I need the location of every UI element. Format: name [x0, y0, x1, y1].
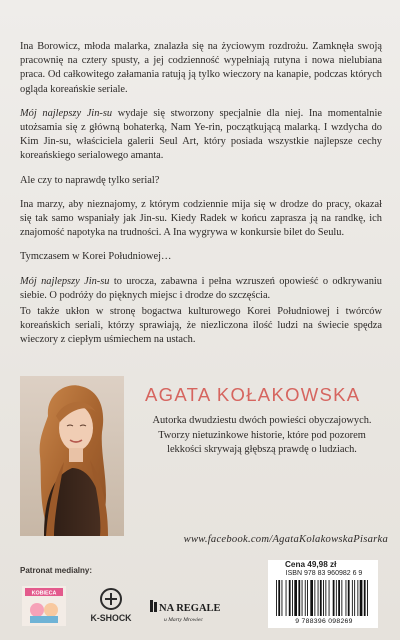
description-text: wydaje się stworzony specjalnie dla niej. Ina momentalnie utożsamia się z główną bohaterką, Nam Ye-rin, początkującą malarką. I wzdycha do Kim Jin-su, właściciela galerii Seul Art, który posiada wszystkie najlepsze cechy koreańskiego serialowego amanta.: [20, 107, 383, 162]
author-name: AGATA KOŁAKOWSKA: [145, 384, 361, 405]
description-paragraph: Tymczasem w Korei Południowej…: [20, 251, 172, 263]
kshock-logo: [88, 586, 134, 626]
barcode-bar: [325, 580, 326, 616]
barcode-bar: [318, 580, 319, 616]
barcode-bar: [305, 580, 306, 616]
barcode-bar: [278, 580, 280, 616]
kobieca-logo: [22, 586, 66, 626]
barcode-bar: [329, 580, 330, 616]
barcode-bar: [286, 580, 287, 616]
barcode-bar: [333, 580, 335, 616]
description-paragraph: To także ukłon w stronę bogactwa kulturowego Korei Południowej i twórców koreańskich seriali, którzy sprawiają, że niezliczona ilość ludzi na świecie spędza wieczory z ciepłym uśmiechem na ustach.: [20, 306, 382, 346]
author-bio-text: Autorka dwudziestu dwóch powieści obyczajowych. Tworzy nietuzinkowe historie, które pod pozorem lekkości skrywają głębszą prawdę o ludziach.: [152, 415, 372, 455]
barcode-bar: [357, 580, 358, 616]
barcode-bar: [314, 580, 315, 616]
barcode-bar: [360, 580, 363, 616]
barcode-bar: [354, 580, 355, 616]
naregale-logo-subtext: u Marty Mrowiec: [164, 617, 203, 623]
naregale-logo-text: NA REGALE: [159, 603, 221, 614]
barcode-bar: [336, 580, 337, 616]
isbn-number: ISBN 978 83 960982 6 9: [285, 570, 363, 577]
barcode-bar: [364, 580, 366, 616]
description-question: Ale czy to naprawdę tylko serial?: [20, 174, 160, 186]
barcode-bar: [341, 580, 342, 616]
barcode-bar: [307, 580, 308, 616]
naregale-logo: [150, 592, 230, 626]
media-patronage-label: Patronat medialny:: [20, 566, 93, 575]
kshock-logo-text: K-SHOCK: [90, 613, 132, 623]
barcode-bar: [338, 580, 340, 616]
barcode-bar: [302, 580, 303, 616]
description-text: to urocza, zabawna i pełna wzruszeń opowieść o odkrywaniu siebie. O podróży do pięknych miejsc i drodze do szczęścia.: [20, 275, 382, 301]
barcode-bar: [282, 580, 283, 616]
description-paragraph: Ina Borowicz, młoda malarka, znalazła się na życiowym rozdrożu. Zamknęła swoją pracownię na cztery spusty, a jej codzienność wypełniają rutyna i nowa nielubiana praca. Od całkowitego załamania ratują ją tylko wieczory na kanapie, podczas których ogląda koreańskie seriale.: [20, 41, 382, 95]
barcode-bar: [352, 580, 353, 616]
author-facebook-url: www.facebook.com/AgataKolakowskaPisarka: [183, 534, 388, 545]
barcode-bar: [367, 580, 368, 616]
barcode-bar: [292, 580, 293, 616]
barcode-bar: [276, 580, 277, 616]
book-title-mention: Mój najlepszy Jin-su: [20, 107, 113, 119]
barcode-bar: [323, 580, 324, 616]
description-paragraph: [20, 107, 382, 164]
barcode-bar: [320, 580, 322, 616]
book-title-mention: Mój najlepszy Jin-su: [20, 275, 110, 287]
barcode-digits: 9 788396 098269: [295, 618, 353, 625]
kobieca-logo-text: KOBIECA: [31, 590, 57, 597]
barcode-bar: [348, 580, 350, 616]
book-description: [20, 40, 382, 358]
barcode-bar: [298, 580, 300, 616]
author-bio: [140, 414, 384, 458]
barcode-bar: [346, 580, 347, 616]
price-label: Cena 49,98 zł: [285, 560, 337, 569]
barcode-bar: [310, 580, 313, 616]
author-photo: [20, 376, 124, 536]
barcode-bar: [294, 580, 297, 616]
description-paragraph: Ina marzy, aby nieznajomy, z którym codziennie mija się w drodze do pracy, okazał się tak samo wspaniały jak Jin-su. Kiedy Radek w końcu zaprasza ją na randkę, ich znajomość napotyka na trudności. A Ina wygrywa w konkursie bilet do Seulu.: [20, 198, 382, 239]
barcode-bar: [289, 580, 291, 616]
description-paragraph: [20, 275, 382, 303]
isbn-barcode: [272, 580, 376, 618]
